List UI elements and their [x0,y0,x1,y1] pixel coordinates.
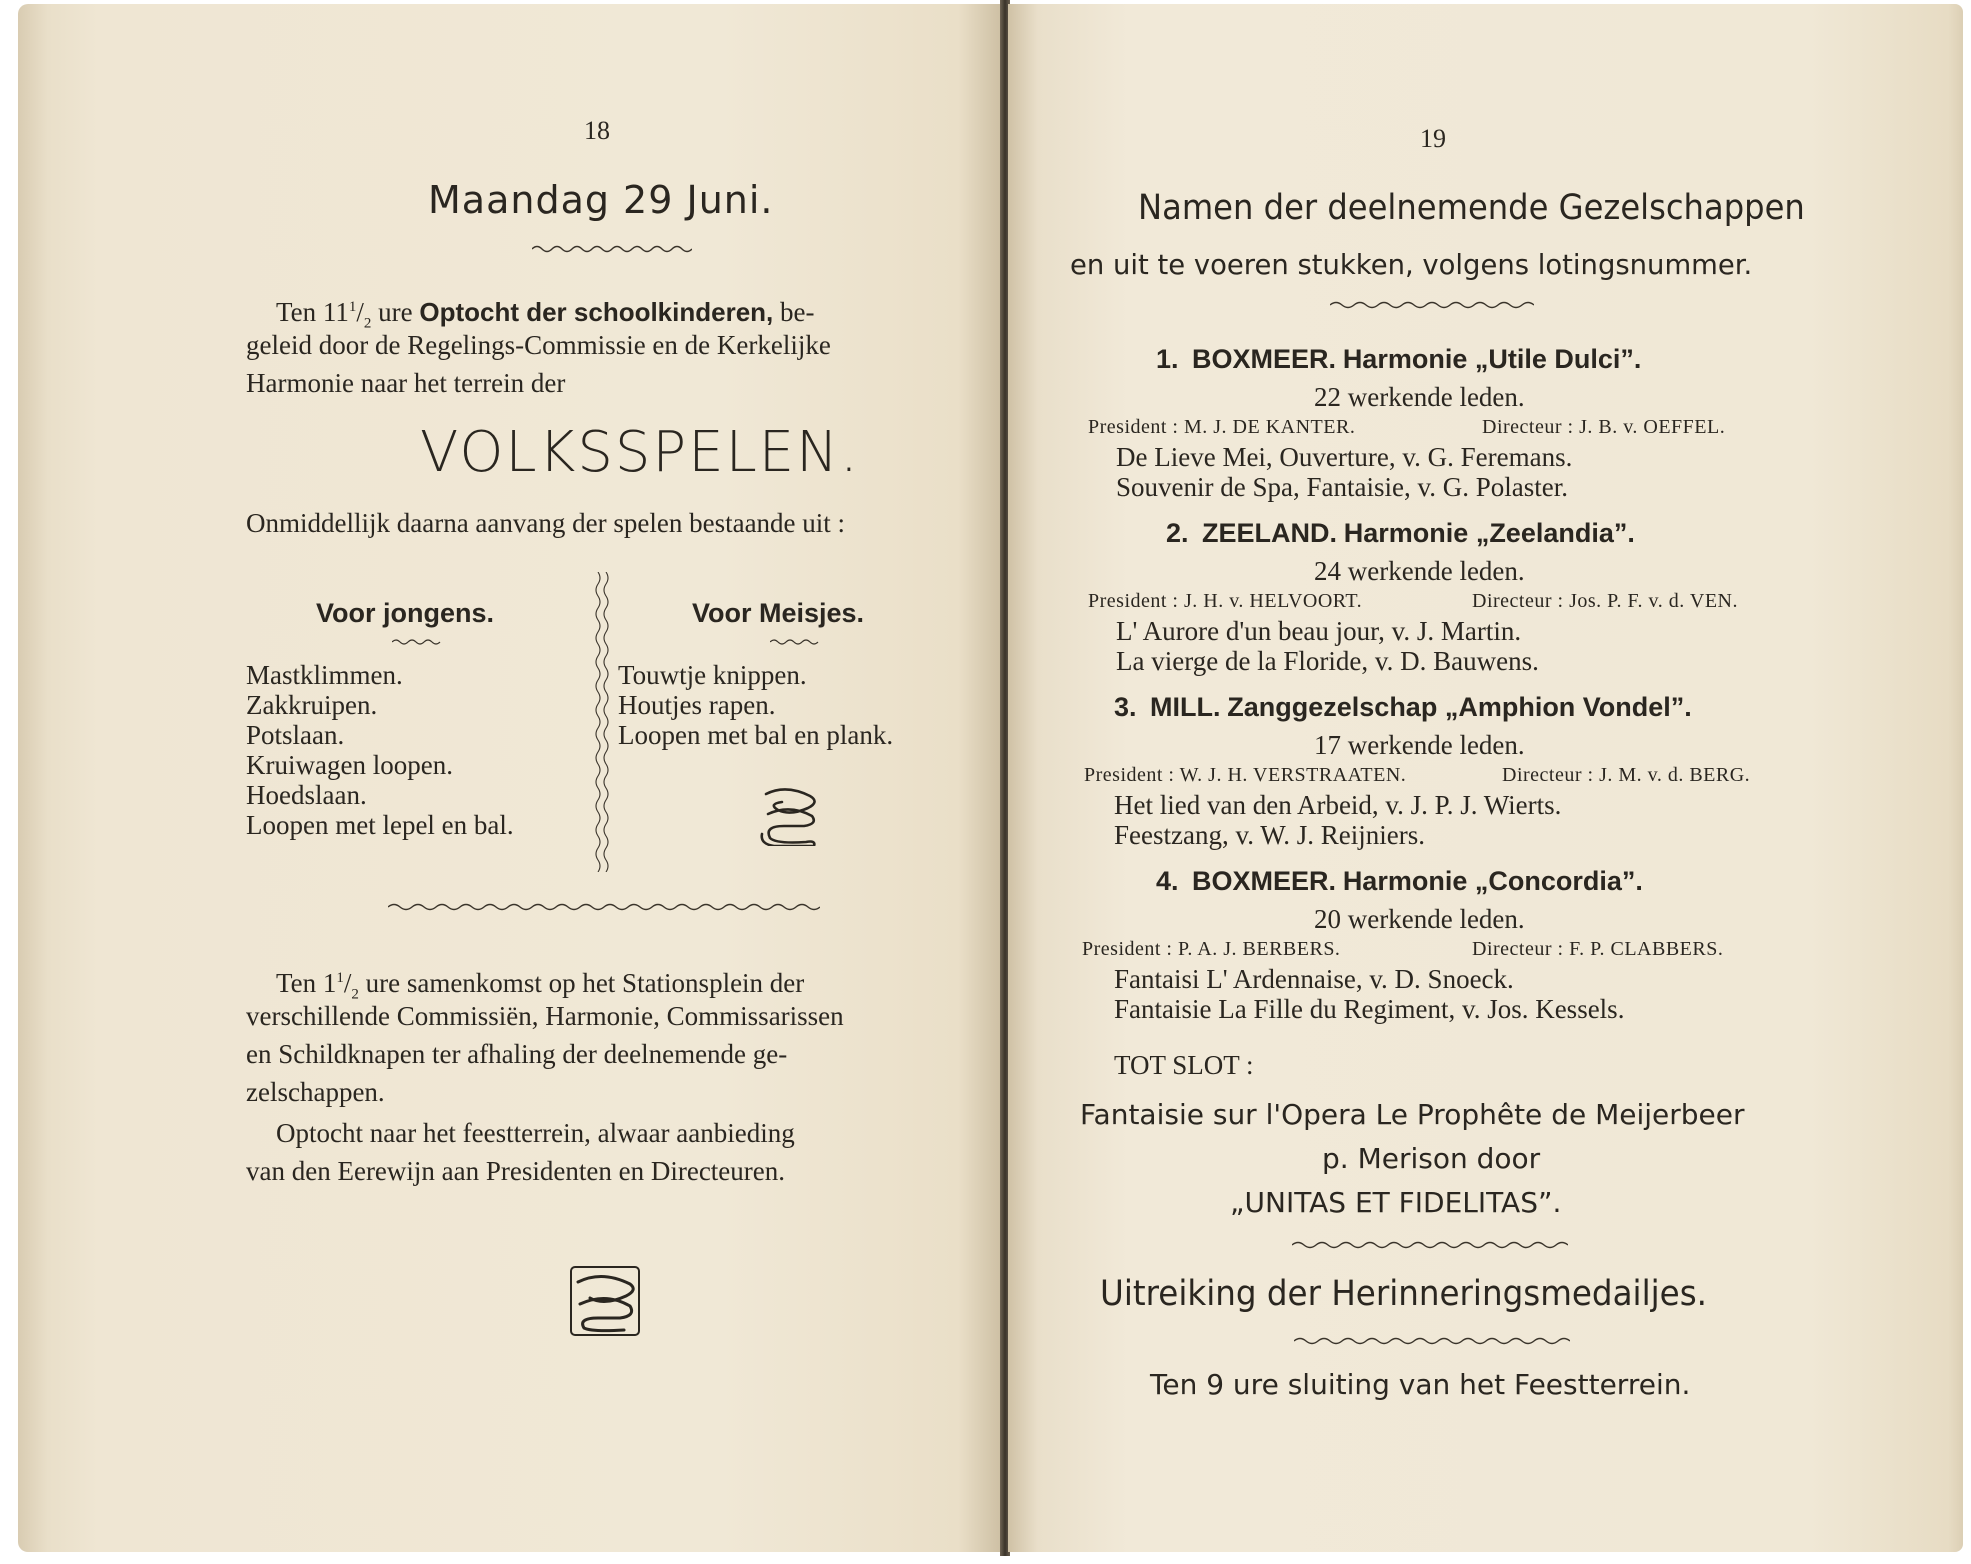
finale-line-2: p. Merison door [1322,1142,1541,1175]
entry-2-members: 24 werkende leden. [1314,556,1525,586]
entry-1-piece: De Lieve Mei, Ouverture, v. G. Feremans. [1116,442,1573,472]
page-number: 19 [1420,124,1446,153]
games-intro: Onmiddellijk daarna aanvang der spelen bestaande uit : [246,508,846,538]
page-heading: Namen der deelnemende Gezelschappen [1138,188,1805,228]
finale-line-3: „UNITAS ET FIDELITAS”. [1230,1186,1562,1219]
assembly-line-2: verschillende Commissiën, Harmonie, Commissarissen [246,1001,844,1031]
right-page [1008,4,1963,1552]
finale-line-1: Fantaisie sur l'Opera Le Prophête de Meijerbeer [1080,1098,1745,1131]
list-item: Loopen met lepel en bal. [246,810,514,840]
ornament-large-icon [568,1264,642,1338]
boys-divider [392,638,442,646]
list-item: Kruiwagen loopen. [246,750,453,780]
entry-2-piece: La vierge de la Floride, v. D. Bauwens. [1116,646,1539,676]
entry-2-piece: L' Aurore d'un beau jour, v. J. Martin. [1116,616,1522,646]
entry-2-director: Directeur : Jos. P. F. v. d. VEN. [1472,590,1739,612]
boys-games-list [246,660,514,840]
assembly-line-1: Ten $1^1/_2$ ure samenkomst op het Stationsplein der [276,968,805,1003]
list-item: Touwtje knippen. [618,660,807,690]
entry-1-president: President : M. J. DE KANTER. [1088,416,1356,438]
finale-divider [1292,1240,1568,1250]
list-item: Zakkruipen. [246,690,378,720]
column-divider [592,572,614,872]
entry-4-piece: Fantaisie La Fille du Regiment, v. Jos. Kessels. [1114,994,1625,1024]
finale-label: TOT SLOT : [1114,1050,1254,1080]
procession-line-2: van den Eerewijn aan Presidenten en Directeuren. [246,1156,786,1186]
list-item: Potslaan. [246,720,345,750]
list-item: Hoedslaan. [246,780,367,810]
heading-divider [532,244,692,254]
intro-line-3: Harmonie naar het terrein der [246,368,566,398]
girls-heading: Voor Meisjes. [692,598,865,628]
boys-heading: Voor jongens. [316,598,495,628]
medals-heading: Uitreiking der Herinneringsmedailjes. [1100,1274,1708,1314]
procession-line-1: Optocht naar het feestterrein, alwaar aanbieding [276,1118,795,1148]
entry-1-title: 1. BOXMEER. Harmonie „Utile Dulci”. [1156,344,1642,374]
girls-divider [770,638,820,646]
page-subheading: en uit te voeren stukken, volgens lotingsnummer. [1070,248,1753,281]
list-item: Houtjes rapen. [618,690,776,720]
entry-4-title: 4. BOXMEER. Harmonie „Concordia”. [1156,866,1643,896]
entry-1-director: Directeur : J. B. v. OEFFEL. [1482,416,1726,438]
entry-1-piece: Souvenir de Spa, Fantaisie, v. G. Polaster. [1116,472,1568,502]
left-page [18,4,1002,1552]
heading-divider [1330,300,1534,310]
entry-3-piece: Feestzang, v. W. J. Reijniers. [1114,820,1425,850]
entry-2-title: 2. ZEELAND. Harmonie „Zeelandia”. [1166,518,1635,548]
entry-3-president: President : W. J. H. VERSTRAATEN. [1084,764,1407,786]
volksspelen-title: VOLKSSPELEN. [420,420,860,485]
intro-line-2: geleid door de Regelings-Commissie en de Kerkelijke [246,330,831,360]
section-divider [388,902,820,912]
list-item: Mastklimmen. [246,660,403,690]
medals-divider [1294,1336,1570,1346]
booklet-spread [18,0,1963,1556]
ornament-small-icon [758,784,822,846]
closing-line: Ten 9 ure sluiting van het Feestterrein. [1150,1368,1691,1401]
entry-4-members: 20 werkende leden. [1314,904,1525,934]
list-item: Loopen met bal en plank. [618,720,894,750]
entry-3-piece: Het lied van den Arbeid, v. J. P. J. Wierts. [1114,790,1562,820]
assembly-line-4: zelschappen. [246,1077,385,1107]
entry-4-director: Directeur : F. P. CLABBERS. [1472,938,1724,960]
girls-games-list [618,660,893,750]
entry-4-piece: Fantaisi L' Ardennaise, v. D. Snoeck. [1114,964,1514,994]
entry-4-president: President : P. A. J. BERBERS. [1082,938,1341,960]
entry-3-title: 3. MILL. Zanggezelschap „Amphion Vondel”. [1114,692,1692,722]
entry-3-director: Directeur : J. M. v. d. BERG. [1502,764,1751,786]
entry-1-members: 22 werkende leden. [1314,382,1525,412]
page-number: 18 [584,116,610,145]
page-heading: Maandag 29 Juni. [428,178,774,222]
entry-3-members: 17 werkende leden. [1314,730,1525,760]
assembly-line-3: en Schildknapen ter afhaling der deelnemende ge- [246,1039,788,1069]
entry-2-president: President : J. H. v. HELVOORT. [1088,590,1363,612]
intro-line-1: Ten $11^1/_2$ ure Optocht der schoolkinderen, be- [276,297,815,332]
